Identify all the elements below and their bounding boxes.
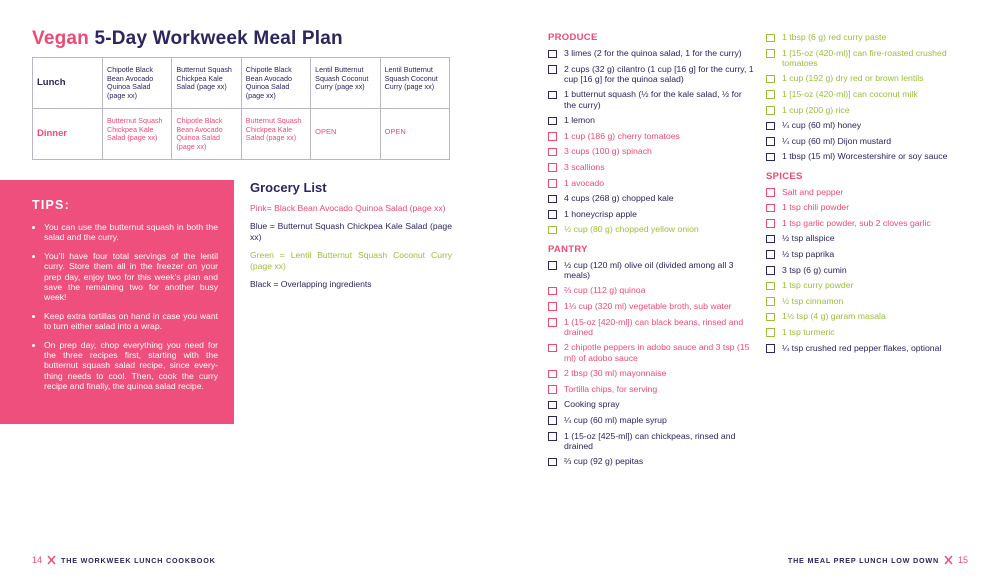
grocery-item[interactable]	[548, 456, 754, 466]
checkbox-icon[interactable]	[548, 132, 557, 141]
dinner-day-3: Butternut Squash Chickpea Kale Salad (page xx)	[241, 109, 310, 160]
pantry-list	[548, 260, 754, 467]
tips-list	[32, 222, 218, 392]
grocery-legend	[250, 180, 452, 297]
spices-heading: SPICES	[766, 170, 803, 182]
title-main: 5-Day Workweek Meal Plan	[94, 28, 343, 49]
checkbox-icon[interactable]	[548, 91, 557, 100]
footer-left	[32, 555, 216, 565]
grocery-item[interactable]	[548, 415, 754, 425]
grocery-item-label: 1 cup (200 g) rice	[782, 104, 850, 115]
grocery-item[interactable]	[766, 151, 972, 161]
grocery-item[interactable]	[766, 120, 972, 130]
grocery-item-label: 1 avocado	[564, 177, 605, 188]
checkbox-icon[interactable]	[548, 302, 557, 311]
checkbox-icon[interactable]	[548, 226, 557, 235]
lunch-day-3: Chipotle Black Bean Avocado Quinoa Salad (page xx)	[241, 58, 310, 109]
grocery-item[interactable]	[548, 384, 754, 394]
checkbox-icon[interactable]	[766, 266, 775, 275]
checkbox-icon[interactable]	[766, 328, 775, 337]
checklist-column-1	[548, 32, 754, 472]
page-number-right: 15	[957, 555, 968, 565]
grocery-item[interactable]	[548, 224, 754, 234]
dinner-day-1: Butternut Squash Chickpea Kale Salad (page xx)	[103, 109, 172, 160]
grocery-item[interactable]	[766, 32, 972, 42]
checkbox-icon[interactable]	[548, 370, 557, 379]
grocery-item-label: ½ tsp cinnamon	[782, 295, 844, 306]
grocery-item-label: 1 cup (192 g) dry red or brown lentils	[782, 73, 924, 84]
checkbox-icon[interactable]	[548, 50, 557, 59]
spices-list	[766, 187, 972, 353]
grocery-item-label: Salt and pepper	[782, 186, 844, 197]
grocery-item-label: 4 cups (268 g) chopped kale	[564, 193, 674, 204]
grocery-item[interactable]	[548, 368, 754, 378]
produce-list	[548, 48, 754, 235]
lunch-day-1: Chipotle Black Bean Avocado Quinoa Salad (page xx)	[103, 58, 172, 109]
grocery-item-label: ⅔ cup (92 g) pepitas	[564, 456, 644, 467]
grocery-item-label: Tortilla chips, for serving	[564, 383, 658, 394]
checkbox-icon[interactable]	[548, 344, 557, 353]
lunch-day-5: Lentil Butternut Squash Coconut Curry (page xx)	[380, 58, 449, 109]
checkbox-icon[interactable]	[548, 287, 557, 296]
tip-item: • Keep extra tortillas on hand in case you want to turn either salad into a wrap.	[44, 311, 218, 332]
checkbox-icon[interactable]	[548, 163, 557, 172]
checkbox-icon[interactable]	[548, 195, 557, 204]
grocery-item-label: 3 tsp (6 g) cumin	[782, 264, 847, 275]
grocery-item[interactable]	[548, 301, 754, 311]
tip-item: • On prep day, chop everything you need for the three recipes first, starting with the butternut squash salad recipe, since everything needs to cool. Then, cook the curry recipe and finally, the quinoa salad recipe.	[44, 340, 218, 392]
checkbox-icon[interactable]	[548, 432, 557, 441]
grocery-item[interactable]	[766, 327, 972, 337]
checkbox-icon[interactable]	[766, 204, 775, 213]
checkbox-icon[interactable]	[766, 75, 775, 84]
pantry-continued-list	[766, 32, 972, 162]
grocery-item[interactable]	[548, 193, 754, 203]
dinner-day-4: OPEN	[311, 109, 380, 160]
grocery-item[interactable]	[766, 265, 972, 275]
grocery-item-label: 2 cups (32 g) cilantro (1 cup [16 g] for the curry, 1 cup [16 g] for the quinoa salad)	[564, 63, 754, 84]
checkbox-icon[interactable]	[548, 261, 557, 270]
checkbox-icon[interactable]	[766, 344, 775, 353]
grocery-item-label: ½ tsp allspice	[782, 233, 835, 244]
tips-box	[0, 180, 234, 424]
checkbox-icon[interactable]	[766, 34, 775, 43]
grocery-item[interactable]	[548, 431, 754, 451]
lunch-row	[33, 58, 450, 109]
grocery-item-label: 1 [15-oz (420-ml)] can coconut milk	[782, 88, 918, 99]
dinner-row	[33, 109, 450, 160]
lunch-label: Lunch	[33, 58, 103, 109]
checkbox-icon[interactable]	[548, 458, 557, 467]
grocery-item-label: 1½ tsp (4 g) garam masala	[782, 311, 886, 322]
dinner-day-2: Chipotle Black Bean Avocado Quinoa Salad (page xx)	[172, 109, 241, 160]
grocery-item[interactable]	[548, 64, 754, 84]
grocery-item-label: 1 tsp chili powder	[782, 202, 850, 213]
checkbox-icon[interactable]	[766, 90, 775, 99]
dinner-day-5: OPEN	[380, 109, 449, 160]
checkbox-icon[interactable]	[766, 313, 775, 322]
legend-blue: Blue = Butternut Squash Chickpea Kale Salad (page xx)	[250, 221, 452, 242]
tip-item: • You’ll have four total servings of the lentil curry. Store them all in the freezer on your prep day, enjoy two for this week’s plan and save the remaining two for another busy week!	[44, 251, 218, 303]
grocery-item-label: 1 tbsp (6 g) red curry paste	[782, 32, 887, 42]
grocery-item[interactable]	[548, 115, 754, 125]
grocery-item[interactable]	[766, 48, 972, 68]
grocery-item-label: 1 tsp curry powder	[782, 280, 854, 291]
grocery-item-label: 1 honeycrisp apple	[564, 208, 637, 219]
grocery-item-label: ¼ cup (60 ml) Dijon mustard	[782, 135, 892, 146]
checkbox-icon[interactable]	[548, 65, 557, 74]
checkbox-icon[interactable]	[548, 401, 557, 410]
grocery-item-label: 1 [15-oz (420-ml)] can fire-roasted crushed tomatoes	[782, 47, 947, 68]
grocery-item[interactable]	[548, 285, 754, 295]
grocery-item[interactable]	[548, 131, 754, 141]
checkbox-icon[interactable]	[548, 148, 557, 157]
grocery-item[interactable]	[548, 146, 754, 156]
tip-item: • You can use the butternut squash in both the salad and the curry.	[44, 222, 218, 243]
grocery-item-label: ¼ cup (60 ml) honey	[782, 120, 862, 131]
grocery-item-label: 1⅓ cup (320 ml) vegetable broth, sub water	[564, 300, 732, 311]
grocery-item[interactable]	[766, 218, 972, 228]
grocery-item[interactable]	[766, 249, 972, 259]
grocery-item[interactable]	[548, 342, 754, 362]
lunch-day-4: Lentil Butternut Squash Coconut Curry (page xx)	[311, 58, 380, 109]
fork-knife-icon	[944, 555, 953, 565]
grocery-item[interactable]	[548, 399, 754, 409]
footer-title-left: THE WORKWEEK LUNCH COOKBOOK	[61, 555, 216, 565]
grocery-item-label: 1 tbsp (15 ml) Worcestershire or soy sauce	[782, 151, 948, 162]
produce-heading: PRODUCE	[548, 32, 598, 43]
grocery-item[interactable]	[548, 260, 754, 280]
footer-title-right: THE MEAL PREP LUNCH LOW DOWN	[787, 555, 939, 565]
grocery-item[interactable]	[548, 209, 754, 219]
grocery-item-label: 3 cups (100 g) spinach	[564, 146, 652, 157]
grocery-item[interactable]	[766, 311, 972, 321]
grocery-item[interactable]	[766, 296, 972, 306]
checkbox-icon[interactable]	[766, 282, 775, 291]
grocery-item-label: 2 chipotle peppers in adobo sauce and 3 tsp (15 ml) of adobo sauce	[564, 342, 750, 363]
grocery-item-label: ½ cup (80 g) chopped yellow onion	[564, 224, 699, 235]
grocery-item[interactable]	[766, 73, 972, 83]
grocery-item[interactable]	[548, 89, 754, 109]
grocery-item-label: 1 tsp garlic powder, sub 2 cloves garlic	[782, 217, 931, 228]
grocery-item[interactable]	[766, 136, 972, 146]
checkbox-icon[interactable]	[766, 250, 775, 259]
grocery-item[interactable]	[766, 105, 972, 115]
grocery-item-label: 2 tbsp (30 ml) mayonnaise	[564, 368, 667, 379]
grocery-item[interactable]	[766, 187, 972, 197]
checkbox-icon[interactable]	[766, 137, 775, 146]
footer-right	[788, 555, 968, 565]
grocery-item-label: 1 butternut squash (½ for the kale salad, ½ for the curry)	[564, 89, 742, 110]
lunch-day-2: Butternut Squash Chickpea Kale Salad (page xx)	[172, 58, 241, 109]
grocery-item-label: ¼ cup (60 ml) maple syrup	[564, 414, 667, 425]
page-number-left: 14	[32, 555, 43, 565]
checkbox-icon[interactable]	[548, 318, 557, 327]
tips-heading: TIPS:	[32, 198, 70, 212]
legend-pink: Pink= Black Bean Avocado Quinoa Salad (page xx)	[250, 203, 446, 213]
checkbox-icon[interactable]	[766, 219, 775, 228]
grocery-item-label: ½ cup (120 ml) olive oil (divided among all 3 meals)	[564, 259, 734, 280]
checkbox-icon[interactable]	[548, 210, 557, 219]
grocery-item-label: ¼ tsp crushed red pepper flakes, optional	[782, 342, 942, 353]
checkbox-icon[interactable]	[548, 117, 557, 126]
grocery-item[interactable]	[766, 343, 972, 353]
page-title	[32, 28, 343, 50]
grocery-item[interactable]	[766, 202, 972, 212]
checklist-column-2	[766, 32, 972, 358]
grocery-item-label: 3 scallions	[564, 161, 605, 172]
checkbox-icon[interactable]	[766, 188, 775, 197]
grocery-item-label: 1 (15-oz [425-ml]) can chickpeas, rinsed and drained	[564, 430, 736, 451]
grocery-item[interactable]	[548, 162, 754, 172]
checkbox-icon[interactable]	[766, 106, 775, 115]
pantry-heading: PANTRY	[548, 243, 588, 255]
legend-green: Green = Lentil Butternut Squash Coconut Curry (page xx)	[250, 250, 452, 271]
dinner-label: Dinner	[33, 109, 103, 160]
grocery-heading: Grocery List	[250, 180, 327, 195]
grocery-item[interactable]	[766, 280, 972, 290]
checkbox-icon[interactable]	[766, 235, 775, 244]
grocery-item[interactable]	[766, 89, 972, 99]
grocery-item[interactable]	[766, 233, 972, 243]
meal-plan-table	[32, 57, 450, 160]
checkbox-icon[interactable]	[766, 49, 775, 58]
fork-knife-icon	[47, 555, 56, 565]
grocery-item-label: 1 tsp turmeric	[782, 326, 835, 337]
title-vegan: Vegan	[32, 28, 89, 49]
checkbox-icon[interactable]	[766, 297, 775, 306]
grocery-item-label: ⅔ cup (112 g) quinoa	[564, 285, 646, 296]
legend-black: Black = Overlapping ingredients	[250, 279, 372, 290]
grocery-item-label: Cooking spray	[564, 399, 620, 410]
checkbox-icon[interactable]	[766, 153, 775, 162]
checkbox-icon[interactable]	[548, 179, 557, 188]
grocery-item-label: 1 (15-oz [420-ml]) can black beans, rinsed and drained	[564, 316, 744, 337]
checkbox-icon[interactable]	[548, 385, 557, 394]
grocery-item-label: 1 lemon	[564, 115, 595, 126]
grocery-item-label: 1 cup (186 g) cherry tomatoes	[564, 130, 680, 141]
grocery-item[interactable]	[548, 48, 754, 58]
grocery-item-label: 3 limes (2 for the quinoa salad, 1 for the curry)	[564, 48, 742, 58]
grocery-item[interactable]	[548, 178, 754, 188]
grocery-item[interactable]	[548, 317, 754, 337]
checkbox-icon[interactable]	[766, 122, 775, 131]
grocery-item-label: ½ tsp paprika	[782, 248, 835, 259]
checkbox-icon[interactable]	[548, 416, 557, 425]
